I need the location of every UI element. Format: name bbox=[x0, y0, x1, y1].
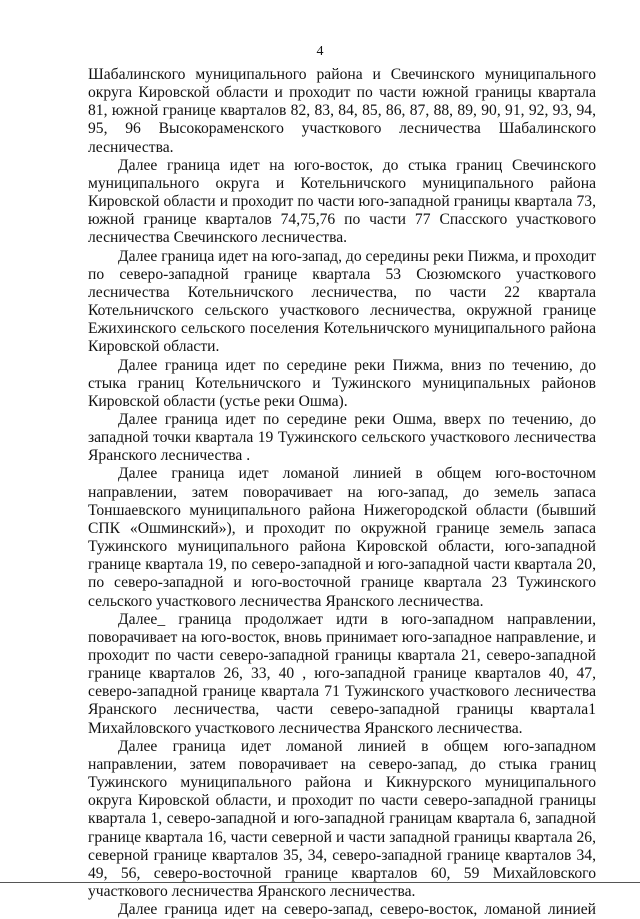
page-bottom-rule bbox=[0, 882, 640, 883]
document-body bbox=[88, 66, 596, 919]
paragraph-5: Далее граница идет по середине реки Ошма, вверх по течению, до западной точки квартала 19 Тужинского сельского участкового лесничества Яранского лесничества . bbox=[88, 410, 596, 465]
paragraph-4: Далее граница идет по середине реки Пижма, вниз по течению, до стыка границ Котельничского и Тужинского муниципальных районов Кировской области (устье реки Ошма). bbox=[88, 356, 596, 410]
paragraph-3: Далее граница идет на юго-запад, до середины реки Пижма, и проходит по северо-западной границе квартала 53 Сюзюмского участкового лесничества Котельничского лесничества, по части 22 квартала Котельничского сельского участкового лесничества, окружной границе Ежихинского сельского поселения Котельничского муниципального района Кировской области. bbox=[88, 247, 596, 356]
paragraph-8: Далее граница идет ломаной линией в общем юго-западном направлении, затем поворачивает на северо-запад, до стыка границ Тужинского муниципального района и Кикнурского муниципального округа Кировской области, и проходит по части северо-западной границы квартала 1, северо-западной и юго-западной границам квартала 6, западной границе квартала 16, части северной и части западной границы квартала 26, северной границе кварталов 35, 34, северо-западной границе кварталов 34, 49, 56, северо-восточной границе кварталов 60, 59 Михайловского участкового лесничества Яранского лесничества. bbox=[88, 737, 596, 901]
paragraph-2: Далее граница идет на юго-восток, до стыка границ Свечинского муниципального округа и Котельничского муниципального района Кировской области и проходит по части юго-западной границы квартала 73, южной границе кварталов 74,75,76 по части 77 Спасского участкового лесничества Свечинского лесничества. bbox=[88, 156, 596, 247]
paragraph-6: Далее граница идет ломаной линией в общем юго-восточном направлении, затем поворачивает на юго-запад, до земель запаса Тоншаевского муниципального района Нижегородской области (бывший СПК «Ошминский»), и проходит по окружной границе земель запаса Тужинского муниципального района Кировской области, юго-западной границе квартала 19, по северо-западной и юго-западной части квартала 20, по северо-западной и юго-восточной границе квартала 23 Тужинского сельского участкового лесничества Яранского лесничества. bbox=[88, 465, 596, 610]
paragraph-1: Шабалинского муниципального района и Свечинского муниципального округа Кировской области и проходит по части южной границы квартала 81, южной границе кварталов 82, 83, 84, 85, 86, 87, 88, 89, 90, 91, 92, 93, 94, 95, 96 Высокораменского участкового лесничества Шабалинского лесничества. bbox=[88, 66, 596, 156]
page-number: 4 bbox=[316, 44, 324, 59]
paragraph-9: Далее граница идет на северо-запад, северо-восток, ломаной линией bbox=[118, 901, 596, 919]
paragraph-7: Далее_ граница продолжает идти в юго-западном направлении, поворачивает на юго-восток, вновь принимает юго-западное направление, и проходит по части северо-западной границы квартала 21, северо-западной границе кварталов 26, 33, 40 , юго-западной границе кварталов 40, 47, северо-западной границе квартала 71 Тужинского участкового лесничества Яранского лесничества, части северо-западной границы квартала1 Михайловского участкового лесничества Яранского лесничества. bbox=[88, 610, 596, 737]
